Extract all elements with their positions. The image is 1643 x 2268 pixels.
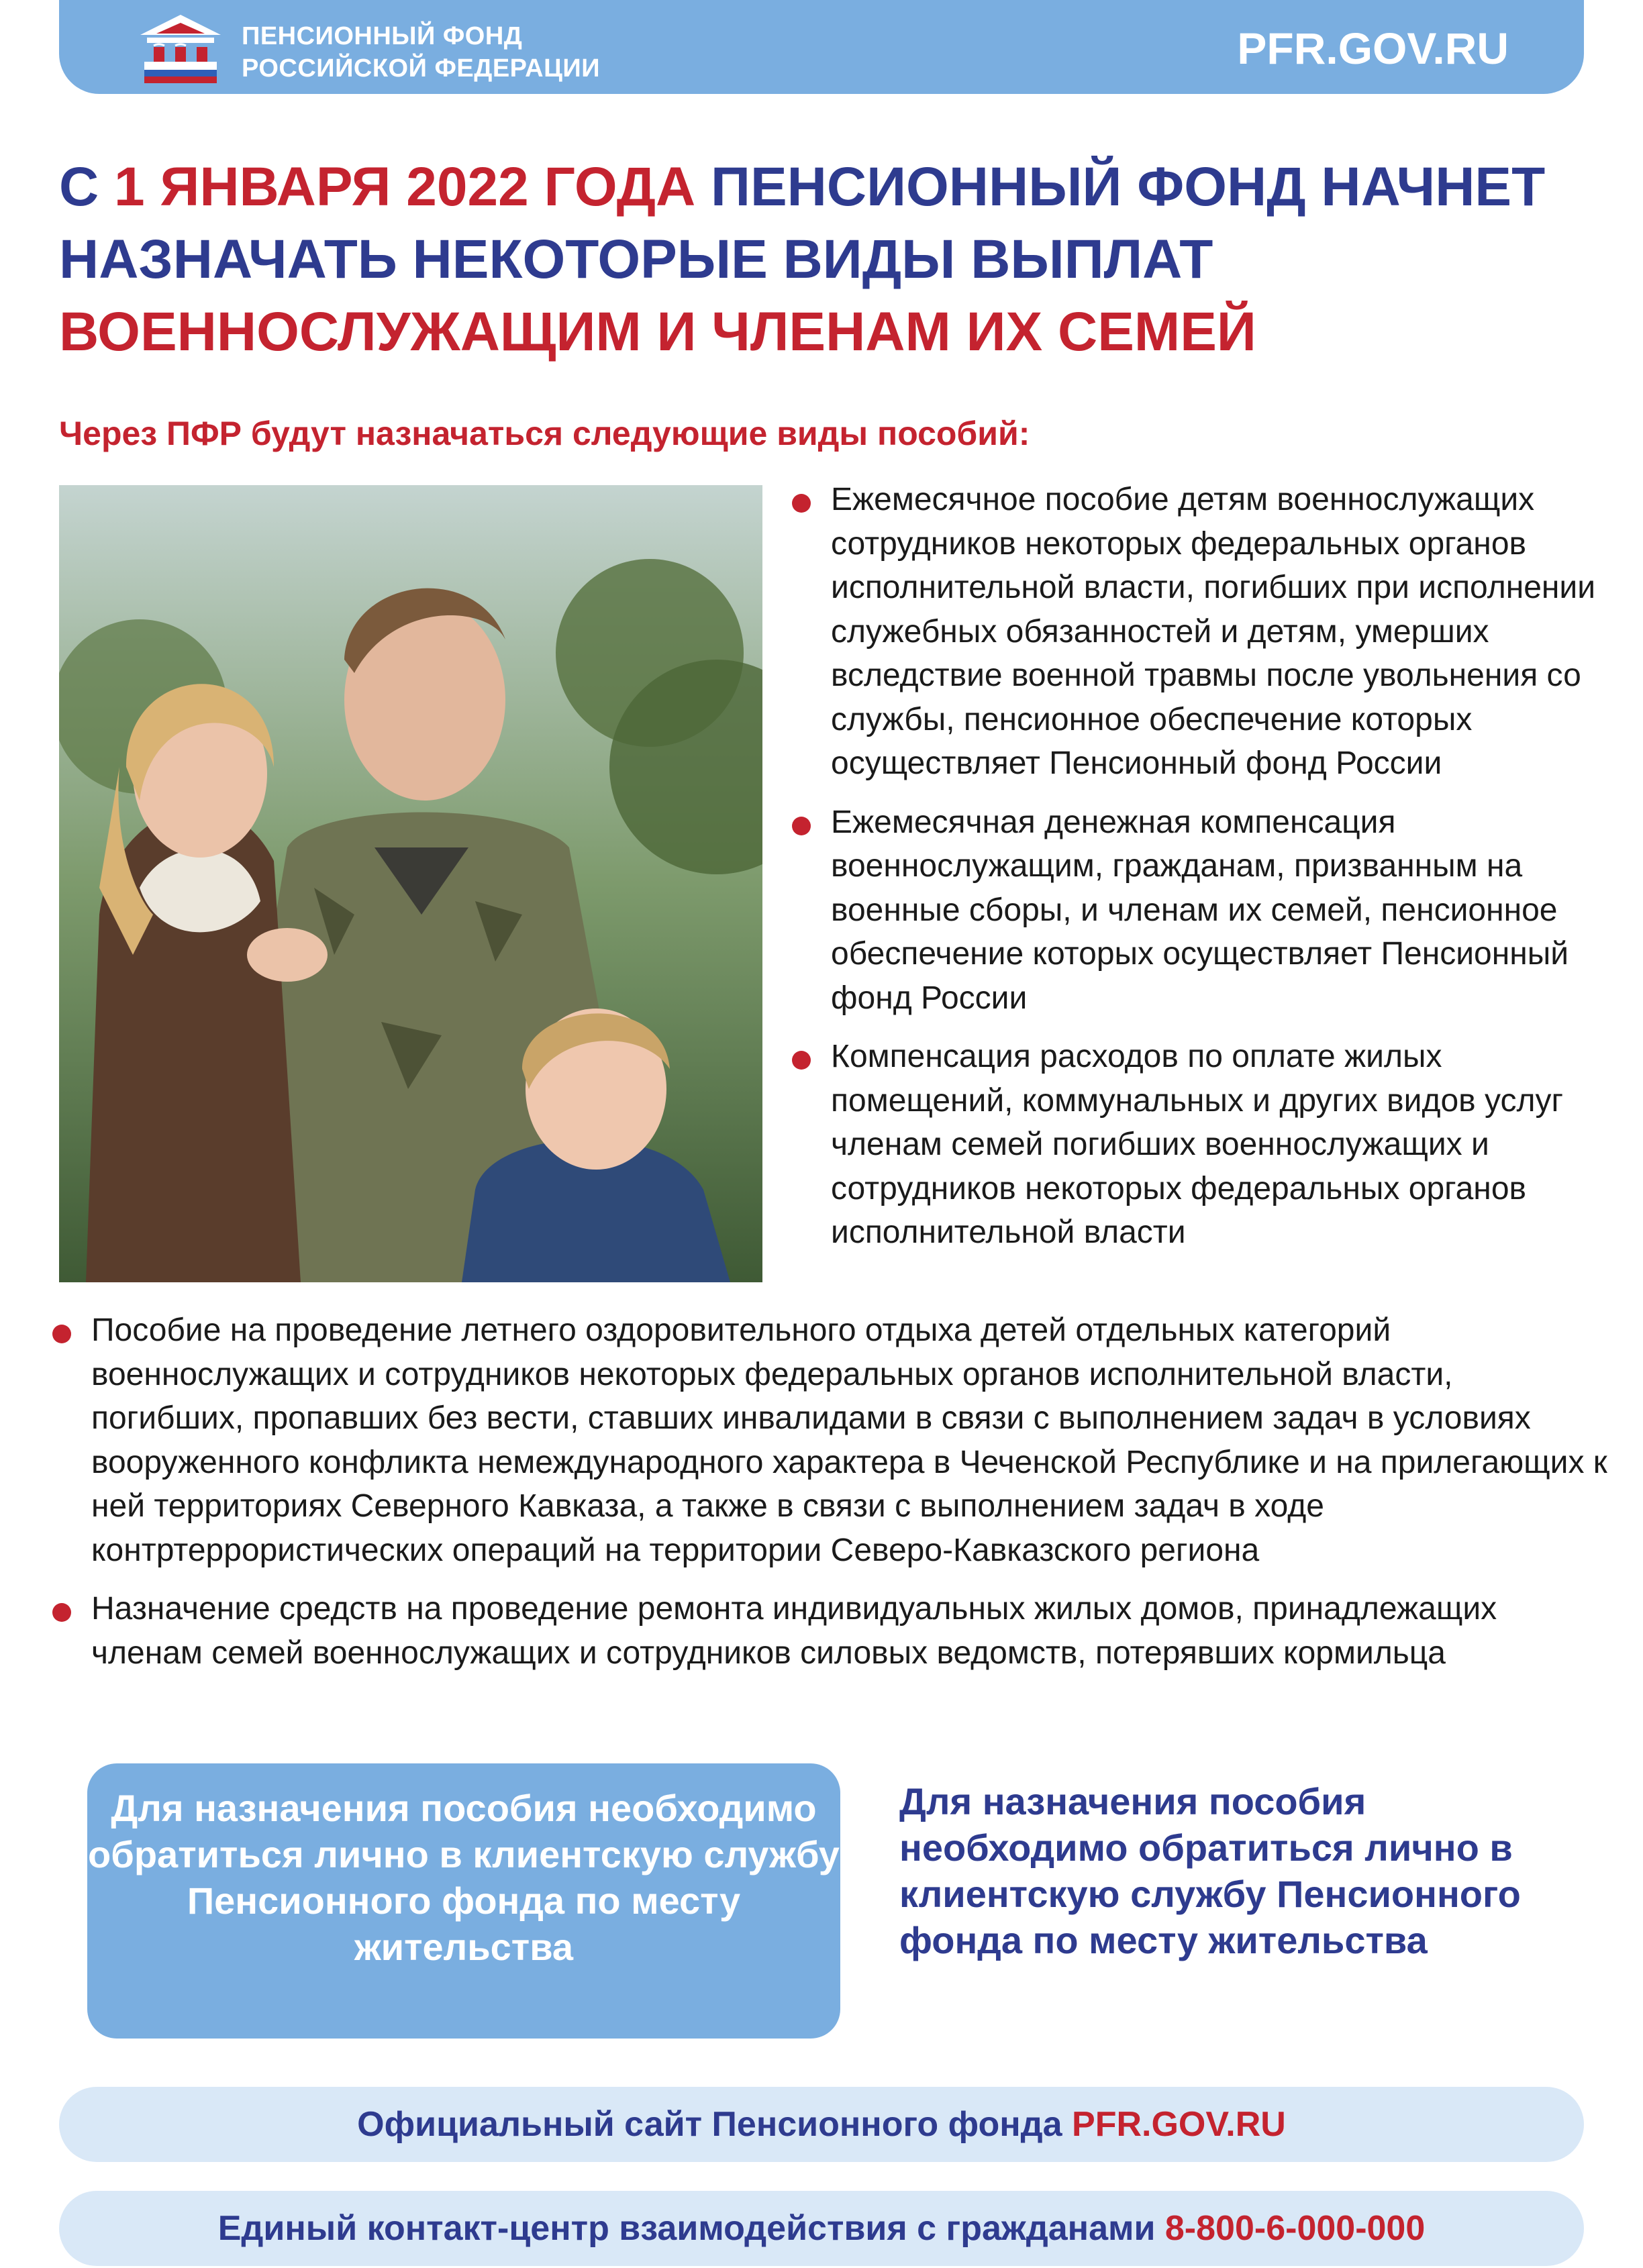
contact-center-banner [59, 2191, 1584, 2266]
official-site-link[interactable]: PFR.GOV.RU [1072, 2105, 1286, 2144]
list-item: Назначение средств на проведение ремонта индивидуальных жилых домов, принадлежащих членам семей военнослужащих и сотрудников силовых ведомств, потерявших кормильца [52, 1587, 1609, 1675]
apply-info-box-text: Для назначения пособия необходимо обратиться лично в клиентскую службу Пенсионного фонда по месту жительства [88, 1787, 840, 1968]
section-subtitle: Через ПФР будут назначаться следующие виды пособий: [59, 415, 1030, 452]
title-highlight: ВОЕННОСЛУЖАЩИМ И ЧЛЕНАМ ИХ СЕМЕЙ [59, 301, 1256, 362]
apply-info-text: Для назначения пособия необходимо обратиться лично в клиентскую службу Пенсионного фонда по месту жительства [899, 1780, 1521, 1961]
official-site-label: Официальный сайт Пенсионного фонда [357, 2105, 1073, 2144]
family-photo [59, 485, 762, 1282]
benefits-list-right [792, 478, 1604, 1270]
org-name [242, 20, 600, 85]
benefits-list-full [52, 1308, 1609, 1690]
list-item: Ежемесячная денежная компенсация военнослужащим, гражданам, призванным на военные сборы, и членам их семей, пенсионное обеспечение которых осуществляет Пенсионный фонд России [792, 801, 1604, 1021]
title-prefix: С [59, 156, 114, 217]
org-name-line1: ПЕНСИОННЫЙ ФОНД [242, 22, 523, 50]
list-item: Компенсация расходов по оплате жилых помещений, коммунальных и других видов услуг членам семей погибших военнослужащих и сотрудников некоторых федеральных органов исполнительной власти [792, 1035, 1604, 1255]
list-item: Пособие на проведение летнего оздоровительного отдыха детей отдельных категорий военнослужащих и сотрудников некоторых федеральных органов исполнительной власти, погибших, пропавших без вести, ставших инвалидами в связи с выполнением задач в условиях вооруженного конфликта немеждународного характера в Чеченской Республике и на прилегающих к ней территориях Северного Кавказа, а также в связи с выполнением задач в ходе контртеррористических операций на территории Северо-Кавказского региона [52, 1308, 1609, 1572]
org-name-line2: РОССИЙСКОЙ ФЕДЕРАЦИИ [242, 54, 601, 83]
page-title [59, 151, 1603, 368]
header-site-link[interactable]: PFR.GOV.RU [1237, 23, 1509, 73]
official-site-banner [59, 2087, 1584, 2162]
title-date: 1 ЯНВАРЯ 2022 ГОДА [114, 156, 696, 217]
contact-center-label: Единый контакт-центр взаимодействия с гражданами [217, 2209, 1165, 2248]
title-middle: ПЕНСИОННЫЙ ФОНД НАЧНЕТ НАЗНАЧАТЬ НЕКОТОРЫЕ ВИДЫ ВЫПЛАТ [59, 156, 1546, 290]
list-item: Ежемесячное пособие детям военнослужащих сотрудников некоторых федеральных органов исполнительной власти, погибших при исполнении служебных обязанностей и детям, умерших вследствие военной травмы после увольнения со службы, пенсионное обеспечение которых осуществляет Пенсионный фонд России [792, 478, 1604, 786]
pfr-emblem-icon [138, 12, 223, 86]
contact-phone-link[interactable]: 8-800-6-000-000 [1164, 2209, 1426, 2248]
